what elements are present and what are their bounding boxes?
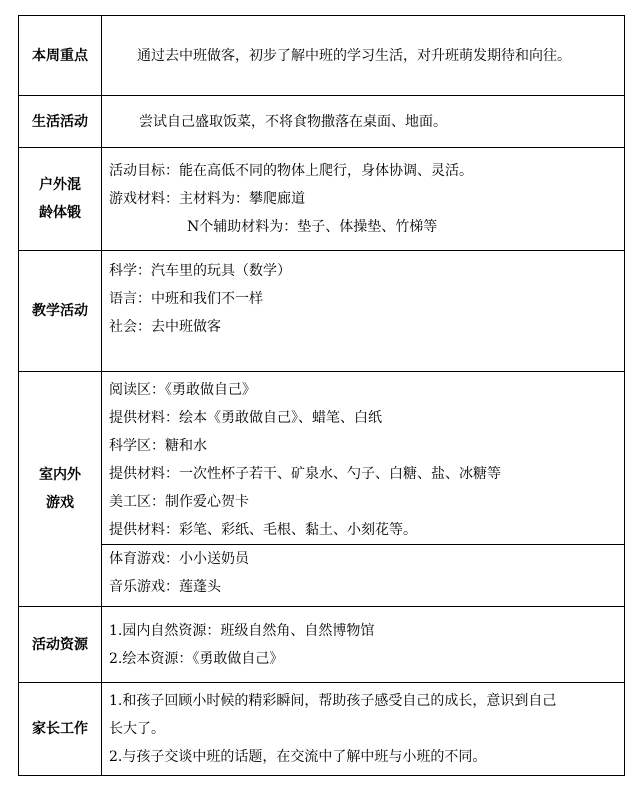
label-life-activity: 生活活动 — [19, 96, 102, 148]
parent-item-1: 1.和孩子回顾小时候的精彩瞬间，帮助孩子感受自己的成长，意识到自己 — [109, 693, 557, 709]
sports-game: 体育游戏：小小送奶员 — [109, 551, 249, 567]
science-materials: 提供材料：一次性杯子若干、矿泉水、勺子、白糖、盐、冰糖等 — [109, 466, 501, 482]
life-activity-text: 尝试自己盛取饭菜，不将食物撒落在桌面、地面。 — [139, 113, 447, 130]
row-weekly-focus — [19, 16, 625, 96]
label-outdoor-exercise — [19, 148, 102, 251]
label-parent-work: 家长工作 — [19, 683, 102, 776]
indoor-games-block — [109, 372, 624, 544]
reading-materials: 提供材料：绘本《勇敢做自己》、蜡笔、白纸 — [109, 410, 382, 426]
label-outdoor-line2: 龄体锻 — [39, 205, 81, 221]
outdoor-games-block — [102, 544, 624, 601]
weekly-plan-table — [18, 15, 625, 776]
art-area: 美工区：制作爱心贺卡 — [109, 494, 249, 510]
science-area: 科学区：糖和水 — [109, 438, 207, 454]
outdoor-goal: 活动目标：能在高低不同的物体上爬行，身体协调、灵活。 — [109, 163, 473, 179]
row-resources — [19, 607, 625, 683]
row-outdoor-exercise — [19, 148, 625, 251]
resource-book: 2.绘本资源：《勇敢做自己》 — [109, 650, 284, 667]
row-life-activity — [19, 96, 625, 148]
outdoor-material-aux: N个辅助材料为：垫子、体操垫、竹梯等 — [187, 219, 438, 235]
label-games-line1: 室内外 — [39, 467, 81, 483]
row-parent-work — [19, 683, 625, 776]
reading-area: 阅读区：《勇敢做自己》 — [109, 382, 256, 398]
row-teaching-activity — [19, 251, 625, 372]
resource-nature: 1.园内自然资源：班级自然角、自然博物馆 — [109, 622, 375, 639]
parent-item-2: 2.与孩子交谈中班的话题，在交流中了解中班与小班的不同。 — [109, 749, 487, 765]
teaching-social: 社会：去中班做客 — [109, 319, 221, 335]
outdoor-material-main: 游戏材料：主材料为：攀爬廊道 — [109, 191, 305, 207]
music-game: 音乐游戏：莲蓬头 — [109, 579, 221, 595]
label-resources: 活动资源 — [19, 607, 102, 683]
art-materials: 提供材料：彩笔、彩纸、毛根、黏土、小刻花等。 — [109, 522, 417, 538]
label-outdoor-line1: 户外混 — [39, 177, 81, 193]
label-teaching-activity: 教学活动 — [19, 251, 102, 372]
teaching-science: 科学：汽车里的玩具（数学） — [109, 263, 291, 279]
label-games — [19, 372, 102, 607]
weekly-focus-text: 通过去中班做客，初步了解中班的学习生活，对升班萌发期待和向往。 — [137, 47, 571, 64]
teaching-language: 语言：中班和我们不一样 — [109, 291, 263, 307]
label-games-line2: 游戏 — [46, 495, 74, 511]
row-games — [19, 372, 625, 607]
parent-item-1-cont: 长大了。 — [109, 721, 165, 737]
label-weekly-focus: 本周重点 — [19, 16, 102, 96]
